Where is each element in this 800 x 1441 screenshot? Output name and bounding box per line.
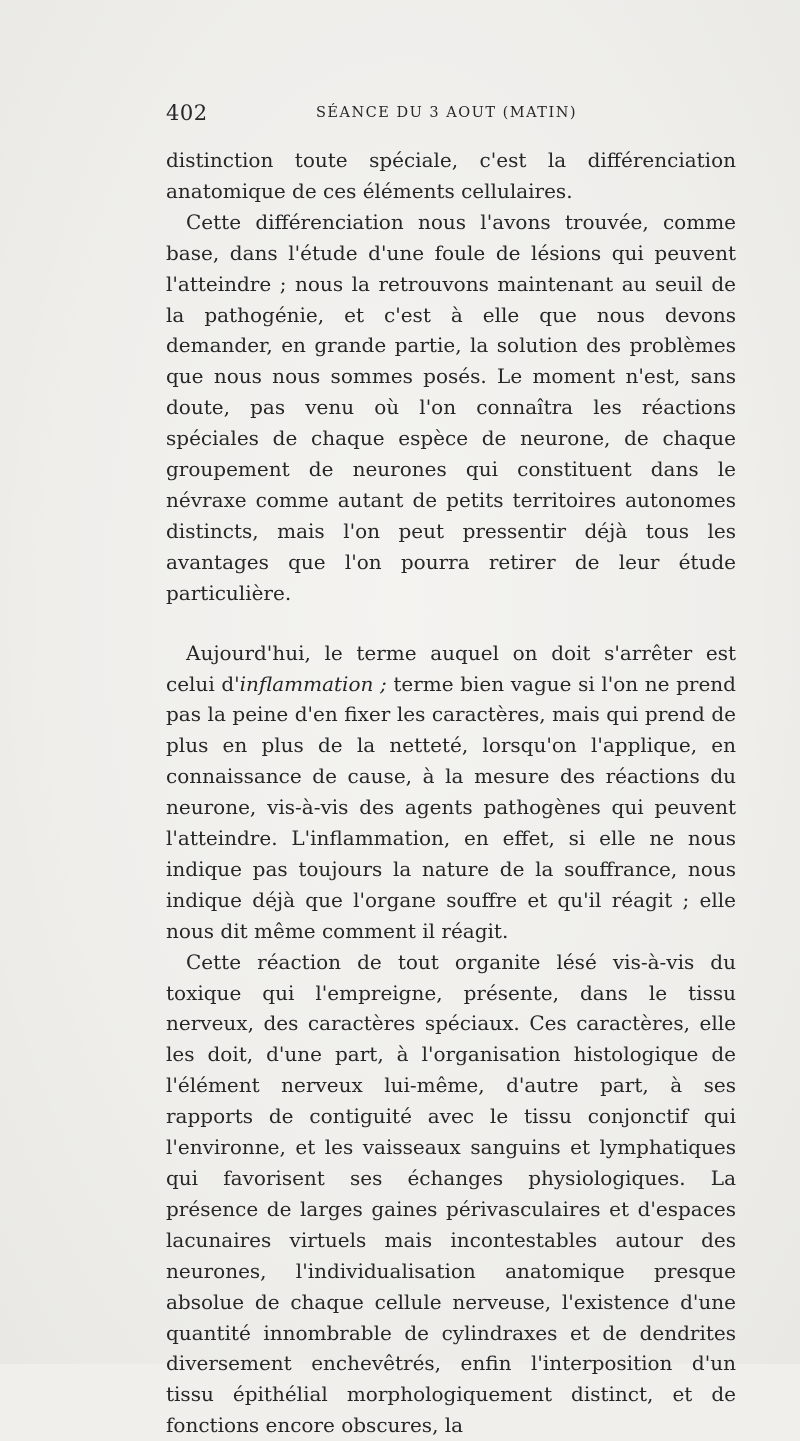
body-text — [166, 145, 736, 1441]
paragraph-3-rest: terme bien vague si l'on ne prend pas la peine d'en fixer les caractères, mais qui prend de plus en plus de la netteté, lorsqu'on l'applique, en connaissance de cause, à la mesure des réactions du neurone, vis-à-vis des agents pathogènes qui peuvent l'atteindre. L'inflammation, en effet, si elle ne nous indique pas toujours la nature de la souffrance, nous indique déjà que l'organe souffre et qu'il réagit ; elle nous dit même comment il réagit. — [166, 671, 736, 943]
page-number: 402 — [166, 101, 208, 125]
paragraph-3-lead: Aujourd'hui, le terme auquel on doit s'arrêter est celui d' — [166, 640, 736, 696]
paragraph-4: Cette réaction de tout organite lésé vis-à-vis du toxique qui l'empreigne, présente, dans le tissu nerveux, des caractères spéciaux. Ces caractères, elle les doit, d'une part, à l'organisation histologique de l'élément nerveux lui-même, d'autre part, à ses rapports de contiguité avec le tissu conjonctif qui l'environne, et les vaisseaux sanguins et lymphatiques qui favorisent ses échanges physiologiques. La présence de larges gaines périvasculaires et d'espaces lacunaires virtuels mais incontestables autour des neurones, l'individualisation anatomique presque absolue de chaque cellule nerveuse, l'existence d'une quantité innombrable de cylindraxes et de dendrites diversement enchevêtrés, enfin l'interposition d'un tissu épithélial morphologiquement distinct, et de fonctions encore obscures, la — [166, 949, 736, 1438]
running-head: SÉANCE DU 3 AOUT (MATIN) — [316, 105, 578, 121]
paragraph-1: distinction toute spéciale, c'est la différenciation anatomique de ces éléments cellulaires. — [166, 148, 736, 203]
paragraph-2: Cette différenciation nous l'avons trouvée, comme base, dans l'étude d'une foule de lésions qui peuvent l'atteindre ; nous la retrouvons maintenant au seuil de la pathogénie, et c'est à elle que nous devons demander, en grande partie, la solution des problèmes que nous nous sommes posés. Le moment n'est, sans doute, pas venu où l'on connaîtra les réactions spéciales de chaque espèce de neurone, de chaque groupement de neurones qui constituent dans le névraxe comme autant de petits territoires autonomes distincts, mais l'on peut pressentir déjà tous les avantages que l'on pourra retirer de leur étude particulière. — [166, 209, 736, 605]
paragraph-3 — [166, 638, 736, 947]
page-header — [166, 101, 736, 131]
inflammation-term: inflammation ; — [239, 671, 387, 696]
